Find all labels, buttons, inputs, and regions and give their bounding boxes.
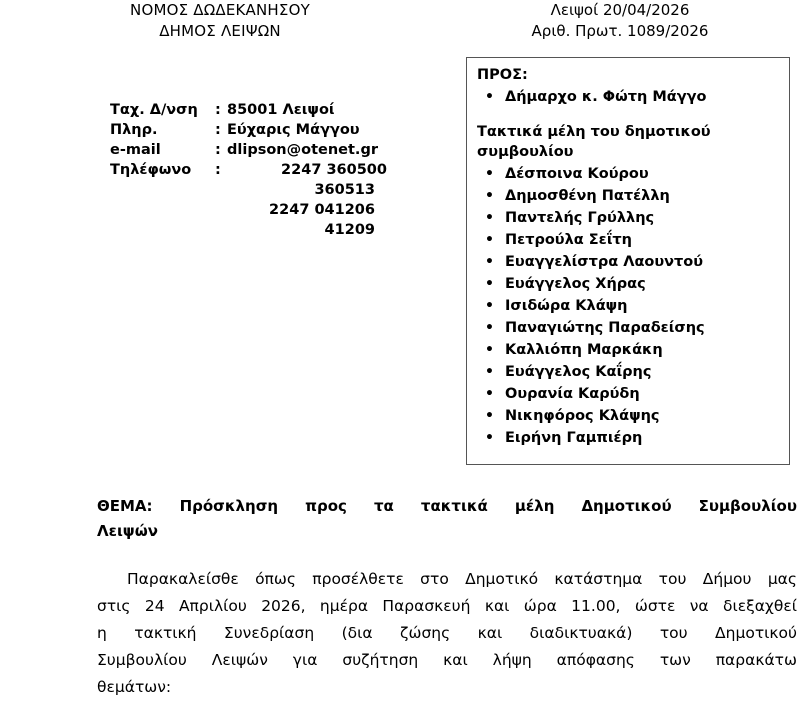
recipient-name: Ισιδώρα Κλάψη	[505, 298, 628, 314]
recipients-title: ΠΡΟΣ:	[477, 67, 528, 83]
subject-line-1: ΘΕΜΑ: Πρόσκληση προς τα τακτικά μέλη Δημοτικού Συμβουλίου	[97, 497, 797, 515]
list-item	[477, 427, 779, 449]
protocol-number: Αριθ. Πρωτ. 1089/2026	[531, 22, 709, 40]
list-item	[477, 229, 779, 251]
recipient-name: Παντελής Γρύλλης	[505, 210, 655, 226]
recipient-name: Ευάγγελος Χήρας	[505, 276, 646, 292]
list-item	[477, 383, 779, 405]
list-item	[477, 207, 779, 229]
list-item	[477, 295, 779, 317]
body-line-5: θεμάτων:	[97, 678, 172, 696]
contact-label-phone: Τηλέφωνο	[110, 162, 192, 178]
contact-value-address: 85001 Λειψοί	[227, 102, 335, 118]
bullet-icon: •	[485, 188, 494, 204]
contact-label-email: e-mail	[110, 142, 161, 158]
contact-separator: :	[215, 162, 221, 178]
contact-separator: :	[215, 102, 221, 118]
contact-separator: :	[215, 142, 221, 158]
bullet-icon: •	[485, 408, 494, 424]
list-item	[477, 163, 779, 185]
subject-line-2: Λειψών	[97, 522, 158, 540]
contact-value-info: Εύχαρις Μάγγου	[227, 122, 360, 138]
bullet-icon: •	[485, 276, 494, 292]
bullet-icon: •	[485, 298, 494, 314]
recipients-box	[466, 57, 790, 465]
recipient-list-members	[477, 163, 779, 449]
contact-value-email[interactable]: dlipson@otenet.gr	[227, 142, 378, 158]
bullet-icon: •	[485, 364, 494, 380]
contact-row-phone	[110, 160, 387, 180]
body-line-3: η τακτική Συνεδρίαση (δια ζώσης και διαδικτυακά) του Δημοτικού	[97, 624, 797, 642]
bullet-icon: •	[485, 386, 494, 402]
recipients-subtitle	[477, 122, 779, 162]
bullet-icon: •	[485, 342, 494, 358]
document-header	[0, 0, 440, 42]
contact-label-address: Ταχ. Δ/νση	[110, 102, 198, 118]
bullet-icon: •	[485, 89, 494, 105]
phone-number-primary: 2247 360500	[281, 162, 387, 178]
list-item	[477, 251, 779, 273]
header-line-municipality: ΔΗΜΟΣ ΛΕΙΨΩΝ	[159, 22, 281, 40]
recipient-name: Ευάγγελος Καΐρης	[505, 364, 652, 380]
recipient-name-mayor: Δήμαρχο κ. Φώτη Μάγγο	[505, 89, 707, 105]
bullet-icon: •	[485, 210, 494, 226]
recipient-name: Καλλιόπη Μαρκάκη	[505, 342, 663, 358]
contact-row-address	[110, 100, 387, 120]
list-item	[477, 361, 779, 383]
phone-number-secondary: 360513	[314, 182, 375, 198]
contact-row-info	[110, 120, 387, 140]
recipient-name: Ευαγγελίστρα Λαουντού	[505, 254, 704, 270]
recipient-name: Παναγιώτης Παραδείσης	[505, 320, 705, 336]
list-item	[477, 273, 779, 295]
recipients-subtitle-line2: συμβουλίου	[477, 144, 574, 160]
subject-block	[97, 494, 797, 544]
bullet-icon: •	[485, 166, 494, 182]
recipient-name: Νικηφόρος Κλάψης	[505, 408, 660, 424]
list-item	[477, 317, 779, 339]
bullet-icon: •	[485, 232, 494, 248]
phone-number-tertiary: 2247 041206	[269, 202, 375, 218]
document-meta	[440, 0, 800, 42]
recipient-name: Ειρήνη Γαμπιέρη	[505, 430, 643, 446]
list-item	[477, 86, 779, 108]
recipient-list-mayor	[477, 86, 779, 108]
contact-row-email	[110, 140, 387, 160]
body-line-1: Παρακαλείσθε όπως προσέλθετε στο Δημοτικό κατάστημα του Δήμου μας	[127, 570, 797, 588]
recipient-name: Πετρούλα Σεΐτη	[505, 232, 632, 248]
recipient-name: Δέσποινα Κούρου	[505, 166, 649, 182]
recipient-name: Ουρανία Καρύδη	[505, 386, 640, 402]
phone-number-quaternary: 41209	[324, 222, 375, 238]
list-item	[477, 185, 779, 207]
recipients-subtitle-line1: Τακτικά μέλη του δημοτικού	[477, 124, 711, 140]
contact-separator: :	[215, 122, 221, 138]
contact-label-info: Πληρ.	[110, 122, 158, 138]
contact-block	[110, 100, 387, 240]
bullet-icon: •	[485, 430, 494, 446]
place-and-date: Λειψοί 20/04/2026	[550, 1, 690, 19]
body-paragraph	[97, 566, 797, 701]
bullet-icon: •	[485, 254, 494, 270]
header-line-prefecture: ΝΟΜΟΣ ΔΩΔΕΚΑΝΗΣΟΥ	[130, 1, 310, 19]
body-line-4: Συμβουλίου Λειψών για συζήτηση και λήψη απόφασης των παρακάτω	[97, 651, 797, 669]
list-item	[477, 339, 779, 361]
bullet-icon: •	[485, 320, 494, 336]
list-item	[477, 405, 779, 427]
body-line-2: στις 24 Απριλίου 2026, ημέρα Παρασκευή και ώρα 11.00, ώστε να διεξαχθεί	[97, 597, 797, 615]
recipient-name: Δημοσθένη Πατέλλη	[505, 188, 670, 204]
